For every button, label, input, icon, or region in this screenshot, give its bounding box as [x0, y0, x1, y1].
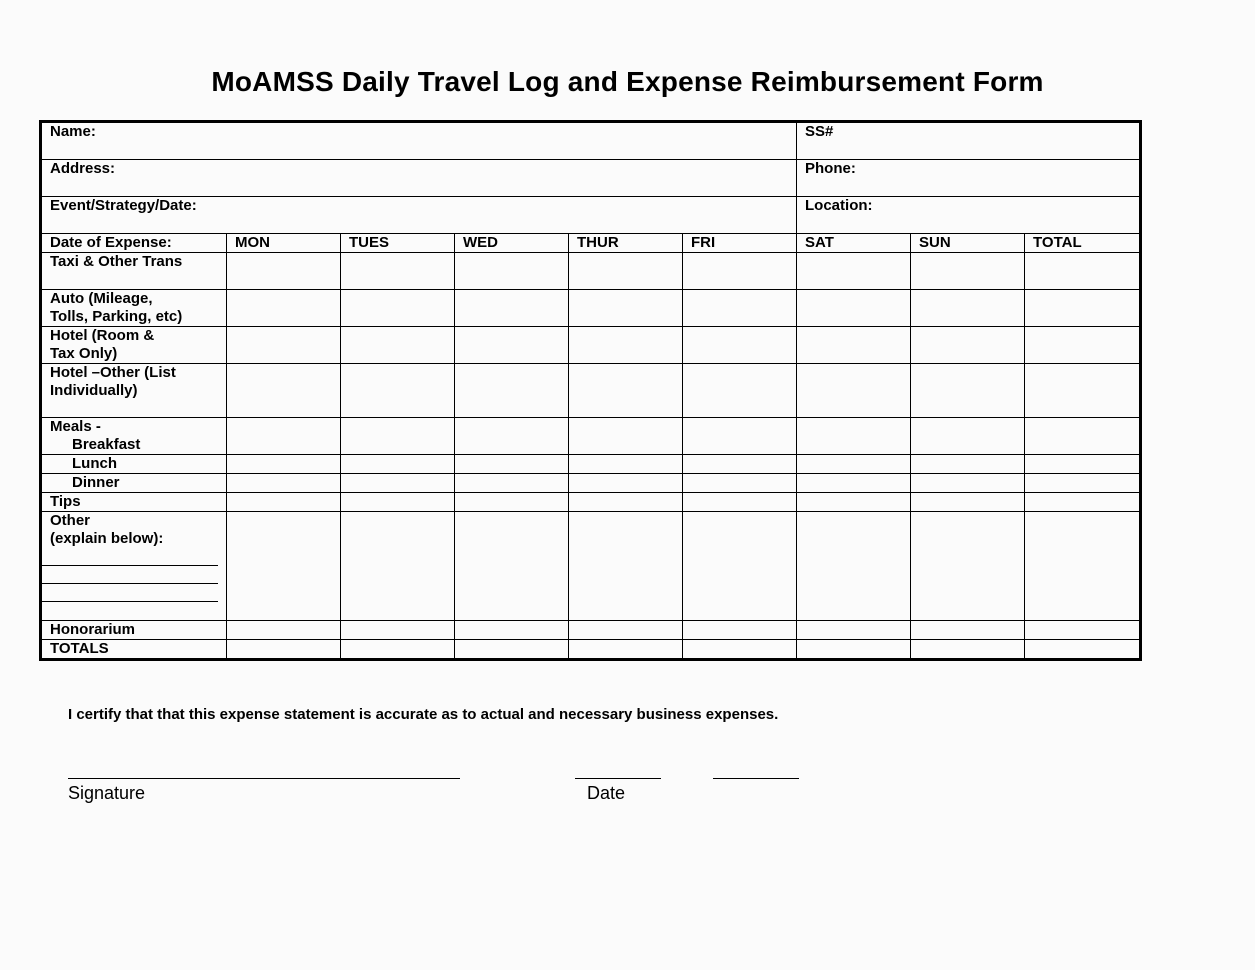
entry-cell[interactable]: [797, 364, 911, 418]
entry-cell[interactable]: [569, 621, 683, 640]
name-field[interactable]: Name:: [41, 122, 797, 160]
entry-cell[interactable]: [911, 621, 1025, 640]
entry-cell[interactable]: [1025, 640, 1141, 660]
entry-cell[interactable]: [797, 474, 911, 493]
entry-cell[interactable]: [569, 640, 683, 660]
entry-cell[interactable]: [911, 493, 1025, 512]
entry-cell[interactable]: [1025, 455, 1141, 474]
entry-cell[interactable]: [911, 640, 1025, 660]
date-line-1[interactable]: [575, 778, 661, 779]
entry-cell[interactable]: [911, 290, 1025, 327]
entry-cell[interactable]: [797, 418, 911, 455]
entry-cell[interactable]: [455, 364, 569, 418]
entry-cell[interactable]: [569, 253, 683, 290]
entry-cell[interactable]: [1025, 253, 1141, 290]
table-row: [41, 621, 1141, 640]
entry-cell[interactable]: [797, 512, 911, 621]
entry-cell[interactable]: [569, 327, 683, 364]
row-label-auto: Auto (Mileage, Tolls, Parking, etc): [41, 290, 227, 327]
explain-line[interactable]: [42, 566, 218, 584]
entry-cell[interactable]: [569, 290, 683, 327]
entry-cell[interactable]: [1025, 621, 1141, 640]
table-row: [41, 327, 1141, 364]
entry-cell[interactable]: [683, 364, 797, 418]
col-fri: FRI: [683, 234, 797, 253]
entry-cell[interactable]: [797, 253, 911, 290]
entry-cell[interactable]: [1025, 290, 1141, 327]
col-thur: THUR: [569, 234, 683, 253]
table-row: [41, 253, 1141, 290]
entry-cell[interactable]: [341, 327, 455, 364]
entry-cell[interactable]: [1025, 493, 1141, 512]
certification-statement: I certify that that this expense statement is accurate as to actual and necessary business expenses.: [68, 706, 779, 723]
entry-cell[interactable]: [911, 327, 1025, 364]
signature-line[interactable]: [68, 778, 460, 779]
entry-cell[interactable]: [683, 640, 797, 660]
entry-cell[interactable]: [569, 474, 683, 493]
table-row: [41, 640, 1141, 660]
entry-cell[interactable]: [683, 512, 797, 621]
entry-cell[interactable]: [797, 493, 911, 512]
entry-cell[interactable]: [683, 474, 797, 493]
row-label-hotel: Hotel (Room & Tax Only): [41, 327, 227, 364]
date-label: Date: [587, 783, 626, 803]
table-row: [41, 418, 1141, 455]
address-field[interactable]: Address:: [41, 160, 797, 197]
entry-cell[interactable]: [341, 621, 455, 640]
col-wed: WED: [455, 234, 569, 253]
table-row: [41, 493, 1141, 512]
entry-cell[interactable]: [569, 493, 683, 512]
ss-field[interactable]: SS#: [797, 122, 1141, 160]
event-field[interactable]: Event/Strategy/Date:: [41, 197, 797, 234]
table-row: [41, 455, 1141, 474]
date-line-2[interactable]: [713, 778, 799, 779]
entry-cell[interactable]: [455, 512, 569, 621]
date-of-expense-label: Date of Expense:: [41, 234, 227, 253]
entry-cell[interactable]: [227, 512, 341, 621]
entry-cell[interactable]: [797, 455, 911, 474]
row-label-breakfast: Meals - Breakfast: [41, 418, 227, 455]
explain-line[interactable]: [42, 548, 218, 566]
row-label-honorarium: Honorarium: [41, 621, 227, 640]
col-mon: MON: [227, 234, 341, 253]
entry-cell[interactable]: [1025, 512, 1141, 621]
entry-cell[interactable]: [455, 640, 569, 660]
entry-cell[interactable]: [455, 253, 569, 290]
entry-cell[interactable]: [911, 418, 1025, 455]
entry-cell[interactable]: [341, 455, 455, 474]
col-sat: SAT: [797, 234, 911, 253]
location-field[interactable]: Location:: [797, 197, 1141, 234]
entry-cell[interactable]: [1025, 474, 1141, 493]
entry-cell[interactable]: [227, 493, 341, 512]
row-label-hotel-other: Hotel –Other (List Individually): [41, 364, 227, 418]
form-title: MoAMSS Daily Travel Log and Expense Reimbursement Form: [211, 66, 1044, 97]
entry-cell[interactable]: [1025, 364, 1141, 418]
entry-cell[interactable]: [227, 418, 341, 455]
entry-cell[interactable]: [227, 253, 341, 290]
entry-cell[interactable]: [227, 455, 341, 474]
entry-cell[interactable]: [455, 621, 569, 640]
entry-cell[interactable]: [341, 474, 455, 493]
entry-cell[interactable]: [227, 621, 341, 640]
entry-cell[interactable]: [911, 512, 1025, 621]
entry-cell[interactable]: [341, 418, 455, 455]
entry-cell[interactable]: [797, 327, 911, 364]
entry-cell[interactable]: [683, 455, 797, 474]
entry-cell[interactable]: [569, 364, 683, 418]
table-row: [41, 364, 1141, 418]
entry-cell[interactable]: [911, 455, 1025, 474]
entry-cell[interactable]: [341, 364, 455, 418]
col-tues: TUES: [341, 234, 455, 253]
entry-cell[interactable]: [341, 640, 455, 660]
entry-cell[interactable]: [455, 327, 569, 364]
entry-cell[interactable]: [341, 290, 455, 327]
entry-cell[interactable]: [455, 290, 569, 327]
day-header-row: [41, 234, 1141, 253]
entry-cell[interactable]: [683, 418, 797, 455]
signature-label: Signature: [68, 783, 146, 803]
col-total: TOTAL: [1025, 234, 1141, 253]
entry-cell[interactable]: [1025, 418, 1141, 455]
entry-cell[interactable]: [683, 621, 797, 640]
entry-cell[interactable]: [227, 474, 341, 493]
entry-cell[interactable]: [227, 640, 341, 660]
row-label-taxi: Taxi & Other Trans: [41, 253, 227, 290]
entry-cell[interactable]: [683, 493, 797, 512]
entry-cell[interactable]: [911, 364, 1025, 418]
table-row: [41, 474, 1141, 493]
entry-cell[interactable]: [797, 621, 911, 640]
entry-cell[interactable]: [341, 512, 455, 621]
entry-cell[interactable]: [227, 364, 341, 418]
entry-cell[interactable]: [341, 253, 455, 290]
entry-cell[interactable]: [911, 474, 1025, 493]
entry-cell[interactable]: [227, 327, 341, 364]
explain-line[interactable]: [42, 584, 218, 602]
table-row: [41, 290, 1141, 327]
entry-cell[interactable]: [455, 493, 569, 512]
entry-cell[interactable]: [455, 474, 569, 493]
entry-cell[interactable]: [569, 418, 683, 455]
row-label-lunch: Lunch: [41, 455, 227, 474]
entry-cell[interactable]: [569, 455, 683, 474]
row-label-tips: Tips: [41, 493, 227, 512]
entry-cell[interactable]: [341, 493, 455, 512]
entry-cell[interactable]: [797, 290, 911, 327]
expense-table: [39, 120, 1142, 661]
entry-cell[interactable]: [1025, 327, 1141, 364]
entry-cell[interactable]: [569, 512, 683, 621]
entry-cell[interactable]: [455, 418, 569, 455]
row-label-totals: TOTALS: [41, 640, 227, 660]
entry-cell[interactable]: [911, 253, 1025, 290]
entry-cell[interactable]: [797, 640, 911, 660]
entry-cell[interactable]: [455, 455, 569, 474]
entry-cell[interactable]: [227, 290, 341, 327]
row-label-other: Other (explain below):: [41, 512, 227, 621]
entry-cell[interactable]: [683, 327, 797, 364]
table-row: [41, 512, 1141, 621]
col-sun: SUN: [911, 234, 1025, 253]
entry-cell[interactable]: [683, 253, 797, 290]
phone-field[interactable]: Phone:: [797, 160, 1141, 197]
row-label-dinner: Dinner: [41, 474, 227, 493]
entry-cell[interactable]: [683, 290, 797, 327]
